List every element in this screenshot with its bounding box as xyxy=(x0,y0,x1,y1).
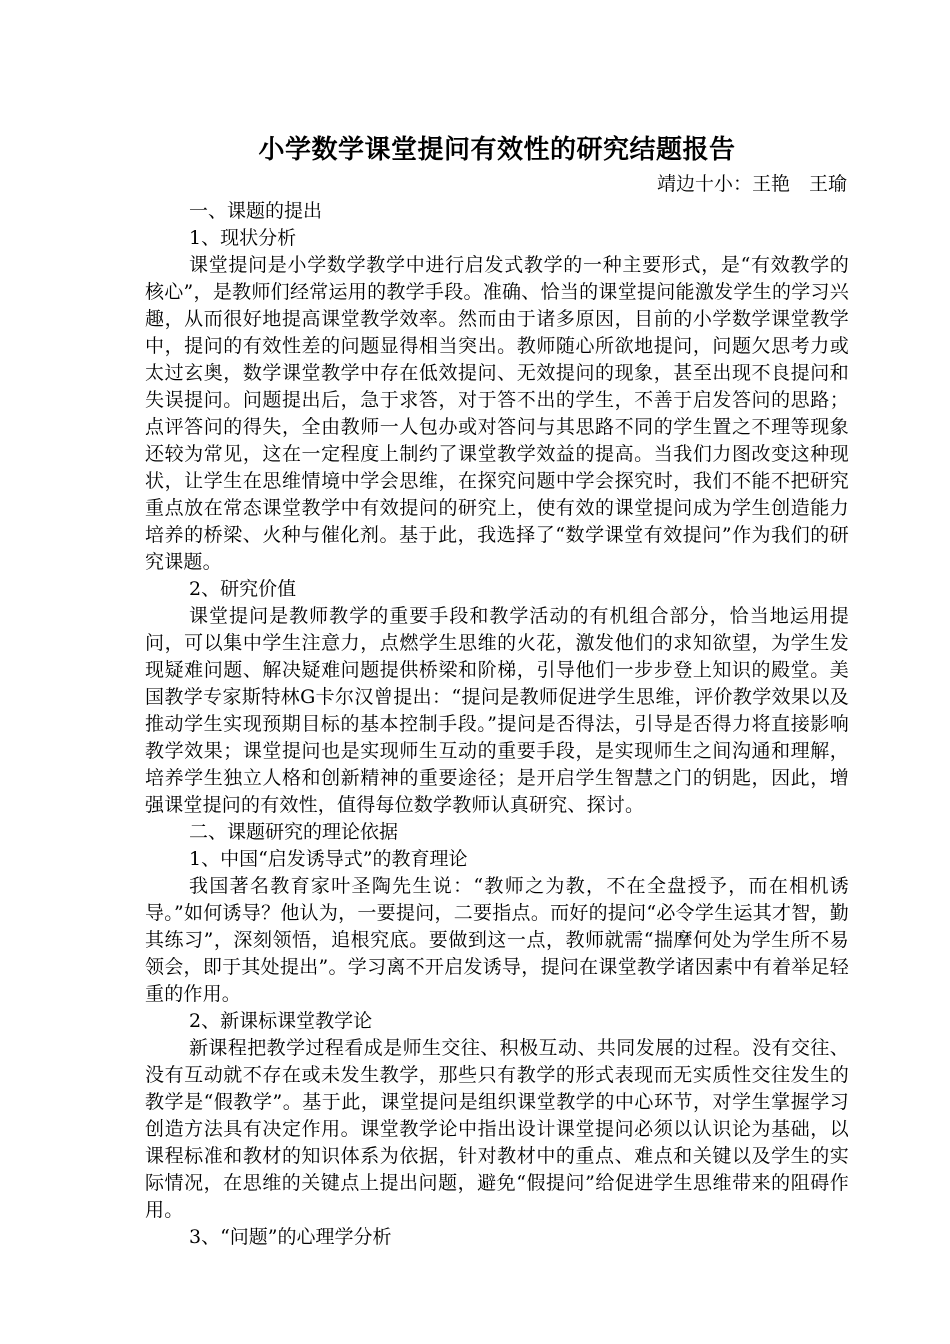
subsection-heading: 1、现状分析 xyxy=(189,227,297,249)
subsection-heading: 2、研究价值 xyxy=(189,578,297,600)
body-paragraph: 课堂提问是小学数学教学中进行启发式教学的一种主要形式，是“有效教学的核心”，是教师们经常运用的教学手段。准确、恰当的课堂提问能激发学生的学习兴趣，从而很好地提高课堂教学效率。然而由于诸多原因，目前的小学数学课堂教学中，提问的有效性差的问题显得相当突出。教师随心所欲地提问，问题欠思考力或太过玄奥，数学课堂教学中存在低效提问、无效提问的现象，甚至出现不良提问和失误提问。问题提出后，急于求答，对于答不出的学生，不善于启发答问的思路；点评答问的得失，全由教师一人包办或对答问与其思路不同的学生置之不理等现象还较为常见，这在一定程度上制约了课堂教学效益的提高。当我们力图改变这种现状，让学生在思维情境中学会思维，在探究问题中学会探究时，我们不能不把研究重点放在常态课堂教学中有效提问的研究上，使有效的课堂提问成为学生创造能力培养的桥梁、火种与催化剂。基于此，我选择了“数学课堂有效提问”作为我们的研究课题。 xyxy=(145,254,849,573)
section-heading: 二、课题研究的理论依据 xyxy=(189,821,399,843)
document-title: 小学数学课堂提问有效性的研究结题报告 xyxy=(258,135,736,165)
body-paragraph: 我国著名教育家叶圣陶先生说：“教师之为教，不在全盘授予，而在相机诱导。”如何诱导？他认为，一要提问，二要指点。而好的提问“必令学生运其才智，勤其练习”，深刻领悟，追根究底。要做到这一点，教师就需“揣摩何处为学生所不易领会，即于其处提出”。学习离不开启发诱导，提问在课堂教学诸因素中有着举足轻重的作用。 xyxy=(145,875,849,1005)
section-heading: 一、课题的提出 xyxy=(189,200,323,222)
document-author: 靖边十小：王艳 王瑜 xyxy=(656,173,847,195)
document-page xyxy=(145,130,849,1251)
body-paragraph: 新课程把教学过程看成是师生交往、积极互动、共同发展的过程。没有交往、没有互动就不存在或未发生教学，那些只有教学的形式表现而无实质性交往发生的教学是“假教学”。基于此，课堂提问是组织课堂教学的中心环节，对学生掌握学习创造方法具有决定作用。课堂教学论中指出设计课堂提问必须以认识论为基础，以课程标准和教材的知识体系为依据，针对教材中的重点、难点和关键以及学生的实际情况，在思维的关键点上提出问题，避免“假提问”给促进学生思维带来的阻碍作用。 xyxy=(145,1037,849,1221)
subsection-heading: 2、新课标课堂教学论 xyxy=(189,1010,373,1032)
body-paragraph: 课堂提问是教师教学的重要手段和教学活动的有机组合部分，恰当地运用提问，可以集中学生注意力，点燃学生思维的火花，激发他们的求知欲望，为学生发现疑难问题、解决疑难问题提供桥梁和阶梯，引导他们一步步登上知识的殿堂。美国教学专家斯特林G卡尔汉曾提出：“提问是教师促进学生思维，评价教学效果以及推动学生实现预期目标的基本控制手段。”提问是否得法，引导是否得力将直接影响教学效果；课堂提问也是实现师生互动的重要手段，是实现师生之间沟通和理解，培养学生独立人格和创新精神的重要途径；是开启学生智慧之门的钥匙，因此，增强课堂提问的有效性，值得每位数学教师认真研究、探讨。 xyxy=(145,605,849,816)
subsection-heading: 3、“问题”的心理学分析 xyxy=(189,1226,392,1248)
subsection-heading: 1、中国“启发诱导式”的教育理论 xyxy=(189,848,468,870)
